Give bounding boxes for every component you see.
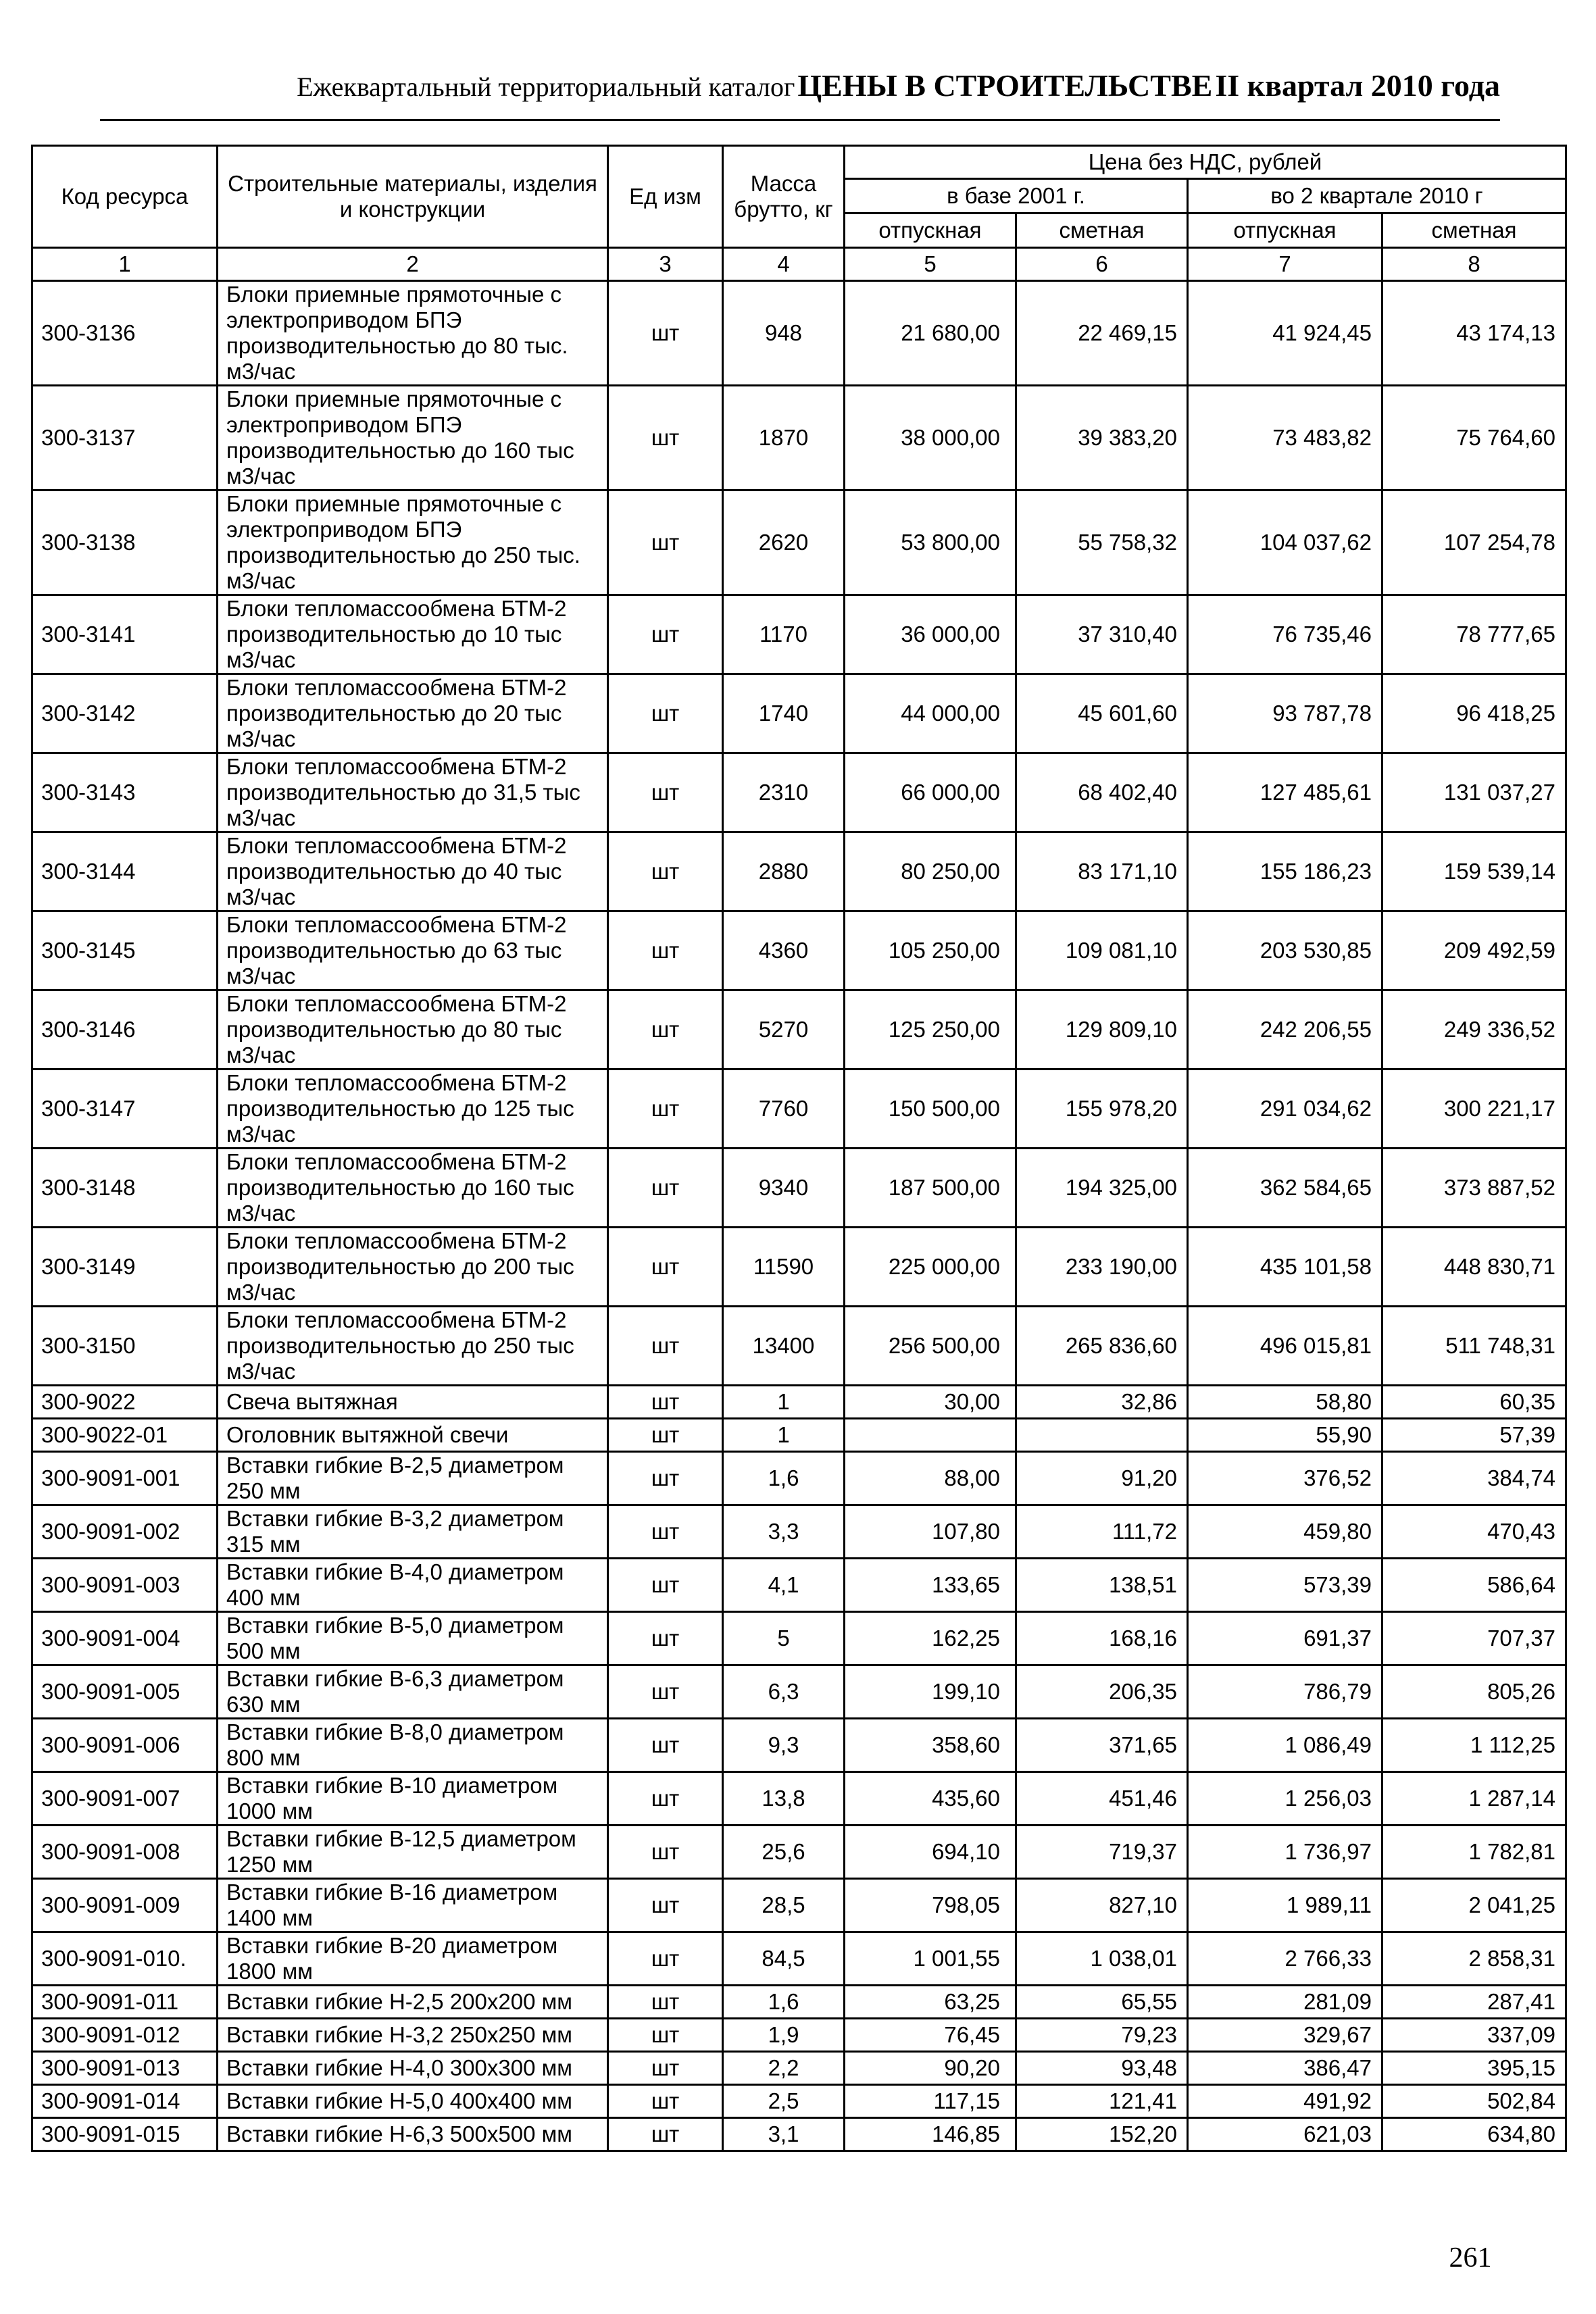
cell-mass: 6,3 bbox=[723, 1665, 845, 1719]
cell-base-release-price: 44 000,00 bbox=[845, 674, 1016, 753]
cell-unit: шт bbox=[608, 1612, 723, 1665]
cell-q2-estimate-price: 2 858,31 bbox=[1382, 1932, 1566, 1986]
cell-base-estimate-price bbox=[1016, 1419, 1188, 1452]
cell-mass: 1 bbox=[723, 1386, 845, 1419]
cell-q2-release-price: 459,80 bbox=[1188, 1505, 1382, 1559]
cell-q2-estimate-price: 470,43 bbox=[1382, 1505, 1566, 1559]
cell-unit: шт bbox=[608, 1879, 723, 1932]
cell-code: 300-9091-011 bbox=[32, 1986, 218, 2019]
cell-base-estimate-price: 129 809,10 bbox=[1016, 990, 1188, 1070]
header-q2-release: отпускная bbox=[1188, 213, 1382, 248]
cell-base-estimate-price: 32,86 bbox=[1016, 1386, 1188, 1419]
table-row bbox=[32, 1070, 1566, 1149]
cell-name: Блоки тепломассообмена БТМ-2 производительностью до 200 тыс м3/час bbox=[218, 1228, 608, 1307]
cell-name: Блоки тепломассообмена БТМ-2 производительностью до 80 тыс м3/час bbox=[218, 990, 608, 1070]
cell-unit: шт bbox=[608, 491, 723, 595]
cell-q2-release-price: 93 787,78 bbox=[1188, 674, 1382, 753]
cell-unit: шт bbox=[608, 1505, 723, 1559]
cell-q2-release-price: 41 924,45 bbox=[1188, 281, 1382, 386]
cell-unit: шт bbox=[608, 753, 723, 832]
cell-q2-release-price: 1 736,97 bbox=[1188, 1826, 1382, 1879]
cell-mass: 5270 bbox=[723, 990, 845, 1070]
cell-base-estimate-price: 155 978,20 bbox=[1016, 1070, 1188, 1149]
table-row bbox=[32, 990, 1566, 1070]
cell-q2-release-price: 691,37 bbox=[1188, 1612, 1382, 1665]
cell-base-release-price: 187 500,00 bbox=[845, 1149, 1016, 1228]
cell-q2-release-price: 1 086,49 bbox=[1188, 1719, 1382, 1772]
catalog-prefix: Ежеквартальный территориальный каталог bbox=[297, 72, 795, 102]
header-price-group: Цена без НДС, рублей bbox=[845, 146, 1566, 179]
cell-base-estimate-price: 194 325,00 bbox=[1016, 1149, 1188, 1228]
table-row bbox=[32, 1772, 1566, 1826]
page-number: 261 bbox=[1449, 2242, 1492, 2273]
cell-unit: шт bbox=[608, 1149, 723, 1228]
table-row bbox=[32, 1559, 1566, 1612]
table-row bbox=[32, 1386, 1566, 1419]
cell-name: Вставки гибкие В-20 диаметром 1800 мм bbox=[218, 1932, 608, 1986]
cell-name: Блоки тепломассообмена БТМ-2 производительностью до 250 тыс м3/час bbox=[218, 1307, 608, 1386]
table-row bbox=[32, 1719, 1566, 1772]
cell-name: Блоки тепломассообмена БТМ-2 производительностью до 40 тыс м3/час bbox=[218, 832, 608, 911]
cell-mass: 9340 bbox=[723, 1149, 845, 1228]
cell-q2-release-price: 1 989,11 bbox=[1188, 1879, 1382, 1932]
cell-mass: 5 bbox=[723, 1612, 845, 1665]
cell-q2-release-price: 362 584,65 bbox=[1188, 1149, 1382, 1228]
cell-q2-estimate-price: 634,80 bbox=[1382, 2118, 1566, 2151]
cell-base-release-price: 66 000,00 bbox=[845, 753, 1016, 832]
cell-unit: шт bbox=[608, 1307, 723, 1386]
table-row bbox=[32, 595, 1566, 674]
cell-code: 300-9091-001 bbox=[32, 1452, 218, 1505]
cell-mass: 28,5 bbox=[723, 1879, 845, 1932]
cell-base-release-price: 225 000,00 bbox=[845, 1228, 1016, 1307]
cell-code: 300-9091-009 bbox=[32, 1879, 218, 1932]
cell-q2-estimate-price: 805,26 bbox=[1382, 1665, 1566, 1719]
column-number: 7 bbox=[1188, 248, 1382, 281]
cell-unit: шт bbox=[608, 281, 723, 386]
cell-q2-estimate-price: 448 830,71 bbox=[1382, 1228, 1566, 1307]
cell-unit: шт bbox=[608, 595, 723, 674]
header-base-release: отпускная bbox=[845, 213, 1016, 248]
table-row bbox=[32, 1505, 1566, 1559]
cell-unit: шт bbox=[608, 1772, 723, 1826]
cell-code: 300-9022-01 bbox=[32, 1419, 218, 1452]
cell-base-release-price: 30,00 bbox=[845, 1386, 1016, 1419]
table-row bbox=[32, 1307, 1566, 1386]
cell-q2-release-price: 291 034,62 bbox=[1188, 1070, 1382, 1149]
cell-code: 300-3136 bbox=[32, 281, 218, 386]
cell-mass: 3,3 bbox=[723, 1505, 845, 1559]
cell-unit: шт bbox=[608, 2118, 723, 2151]
cell-base-release-price bbox=[845, 1419, 1016, 1452]
cell-name: Блоки приемные прямоточные с электроприводом БПЭ производительностью до 80 тыс. м3/час bbox=[218, 281, 608, 386]
cell-q2-estimate-price: 131 037,27 bbox=[1382, 753, 1566, 832]
cell-q2-estimate-price: 249 336,52 bbox=[1382, 990, 1566, 1070]
column-number: 3 bbox=[608, 248, 723, 281]
cell-name: Вставки гибкие В-6,3 диаметром 630 мм bbox=[218, 1665, 608, 1719]
table-row bbox=[32, 911, 1566, 990]
column-number: 4 bbox=[723, 248, 845, 281]
cell-base-release-price: 162,25 bbox=[845, 1612, 1016, 1665]
cell-q2-release-price: 386,47 bbox=[1188, 2052, 1382, 2085]
cell-q2-release-price: 376,52 bbox=[1188, 1452, 1382, 1505]
table-row bbox=[32, 674, 1566, 753]
cell-base-release-price: 133,65 bbox=[845, 1559, 1016, 1612]
cell-q2-estimate-price: 707,37 bbox=[1382, 1612, 1566, 1665]
cell-unit: шт bbox=[608, 1559, 723, 1612]
cell-base-release-price: 694,10 bbox=[845, 1826, 1016, 1879]
cell-base-release-price: 1 001,55 bbox=[845, 1932, 1016, 1986]
cell-base-release-price: 88,00 bbox=[845, 1452, 1016, 1505]
cell-q2-release-price: 491,92 bbox=[1188, 2085, 1382, 2118]
cell-base-estimate-price: 371,65 bbox=[1016, 1719, 1188, 1772]
cell-base-estimate-price: 83 171,10 bbox=[1016, 832, 1188, 911]
cell-name: Оголовник вытяжной свечи bbox=[218, 1419, 608, 1452]
cell-base-release-price: 90,20 bbox=[845, 2052, 1016, 2085]
cell-q2-release-price: 1 256,03 bbox=[1188, 1772, 1382, 1826]
cell-unit: шт bbox=[608, 1719, 723, 1772]
table-row bbox=[32, 2019, 1566, 2052]
cell-name: Вставки гибкие Н-4,0 300х300 мм bbox=[218, 2052, 608, 2085]
cell-code: 300-3145 bbox=[32, 911, 218, 990]
table-body bbox=[32, 281, 1566, 2151]
table-row bbox=[32, 1149, 1566, 1228]
cell-code: 300-9091-005 bbox=[32, 1665, 218, 1719]
table-row bbox=[32, 753, 1566, 832]
cell-base-estimate-price: 719,37 bbox=[1016, 1826, 1188, 1879]
cell-name: Вставки гибкие В-8,0 диаметром 800 мм bbox=[218, 1719, 608, 1772]
cell-base-estimate-price: 138,51 bbox=[1016, 1559, 1188, 1612]
cell-code: 300-9091-014 bbox=[32, 2085, 218, 2118]
cell-base-estimate-price: 68 402,40 bbox=[1016, 753, 1188, 832]
table-row bbox=[32, 1932, 1566, 1986]
cell-mass: 84,5 bbox=[723, 1932, 845, 1986]
cell-name: Блоки тепломассообмена БТМ-2 производительностью до 20 тыс м3/час bbox=[218, 674, 608, 753]
cell-mass: 13,8 bbox=[723, 1772, 845, 1826]
table-row bbox=[32, 1612, 1566, 1665]
cell-code: 300-3148 bbox=[32, 1149, 218, 1228]
cell-q2-release-price: 621,03 bbox=[1188, 2118, 1382, 2151]
cell-mass: 7760 bbox=[723, 1070, 845, 1149]
cell-q2-estimate-price: 373 887,52 bbox=[1382, 1149, 1566, 1228]
cell-q2-estimate-price: 209 492,59 bbox=[1382, 911, 1566, 990]
cell-name: Блоки тепломассообмена БТМ-2 производительностью до 10 тыс м3/час bbox=[218, 595, 608, 674]
table-row bbox=[32, 1452, 1566, 1505]
cell-unit: шт bbox=[608, 386, 723, 491]
catalog-title: ЦЕНЫ В СТРОИТЕЛЬСТВЕ bbox=[797, 68, 1213, 103]
cell-q2-estimate-price: 57,39 bbox=[1382, 1419, 1566, 1452]
cell-unit: шт bbox=[608, 2019, 723, 2052]
cell-q2-estimate-price: 1 112,25 bbox=[1382, 1719, 1566, 1772]
table-row bbox=[32, 1419, 1566, 1452]
table-row bbox=[32, 1986, 1566, 2019]
cell-q2-estimate-price: 1 782,81 bbox=[1382, 1826, 1566, 1879]
cell-code: 300-3150 bbox=[32, 1307, 218, 1386]
cell-name: Вставки гибкие Н-5,0 400х400 мм bbox=[218, 2085, 608, 2118]
cell-name: Свеча вытяжная bbox=[218, 1386, 608, 1419]
cell-mass: 2,2 bbox=[723, 2052, 845, 2085]
cell-code: 300-9091-013 bbox=[32, 2052, 218, 2085]
cell-base-estimate-price: 265 836,60 bbox=[1016, 1307, 1188, 1386]
cell-mass: 2880 bbox=[723, 832, 845, 911]
cell-q2-release-price: 76 735,46 bbox=[1188, 595, 1382, 674]
cell-q2-estimate-price: 75 764,60 bbox=[1382, 386, 1566, 491]
table-row bbox=[32, 2085, 1566, 2118]
cell-q2-release-price: 281,09 bbox=[1188, 1986, 1382, 2019]
cell-base-release-price: 125 250,00 bbox=[845, 990, 1016, 1070]
cell-name: Блоки тепломассообмена БТМ-2 производительностью до 160 тыс м3/час bbox=[218, 1149, 608, 1228]
cell-mass: 1170 bbox=[723, 595, 845, 674]
table-row bbox=[32, 2052, 1566, 2085]
cell-code: 300-3141 bbox=[32, 595, 218, 674]
catalog-period: II квартал 2010 года bbox=[1215, 68, 1500, 103]
cell-q2-release-price: 242 206,55 bbox=[1188, 990, 1382, 1070]
cell-unit: шт bbox=[608, 1452, 723, 1505]
cell-unit: шт bbox=[608, 1386, 723, 1419]
table-row bbox=[32, 1228, 1566, 1307]
cell-mass: 2,5 bbox=[723, 2085, 845, 2118]
cell-code: 300-3142 bbox=[32, 674, 218, 753]
cell-base-estimate-price: 827,10 bbox=[1016, 1879, 1188, 1932]
cell-mass: 13400 bbox=[723, 1307, 845, 1386]
cell-base-release-price: 21 680,00 bbox=[845, 281, 1016, 386]
cell-code: 300-3138 bbox=[32, 491, 218, 595]
cell-base-estimate-price: 206,35 bbox=[1016, 1665, 1188, 1719]
column-number: 5 bbox=[845, 248, 1016, 281]
cell-q2-release-price: 435 101,58 bbox=[1188, 1228, 1382, 1307]
cell-base-release-price: 107,80 bbox=[845, 1505, 1016, 1559]
cell-unit: шт bbox=[608, 674, 723, 753]
cell-name: Блоки тепломассообмена БТМ-2 производительностью до 63 тыс м3/час bbox=[218, 911, 608, 990]
cell-base-release-price: 358,60 bbox=[845, 1719, 1016, 1772]
page-header bbox=[100, 68, 1500, 121]
cell-code: 300-9091-003 bbox=[32, 1559, 218, 1612]
cell-q2-estimate-price: 502,84 bbox=[1382, 2085, 1566, 2118]
cell-name: Блоки приемные прямоточные с электроприводом БПЭ производительностью до 250 тыс. м3/час bbox=[218, 491, 608, 595]
cell-q2-estimate-price: 2 041,25 bbox=[1382, 1879, 1566, 1932]
cell-q2-release-price: 329,67 bbox=[1188, 2019, 1382, 2052]
cell-q2-release-price: 496 015,81 bbox=[1188, 1307, 1382, 1386]
cell-unit: шт bbox=[608, 1228, 723, 1307]
cell-base-estimate-price: 1 038,01 bbox=[1016, 1932, 1188, 1986]
table-row bbox=[32, 491, 1566, 595]
cell-q2-estimate-price: 78 777,65 bbox=[1382, 595, 1566, 674]
cell-base-release-price: 199,10 bbox=[845, 1665, 1016, 1719]
cell-name: Вставки гибкие В-10 диаметром 1000 мм bbox=[218, 1772, 608, 1826]
cell-unit: шт bbox=[608, 1665, 723, 1719]
cell-mass: 948 bbox=[723, 281, 845, 386]
cell-base-release-price: 38 000,00 bbox=[845, 386, 1016, 491]
cell-code: 300-9091-010. bbox=[32, 1932, 218, 1986]
cell-mass: 1,6 bbox=[723, 1986, 845, 2019]
cell-code: 300-9091-015 bbox=[32, 2118, 218, 2151]
cell-unit: шт bbox=[608, 1826, 723, 1879]
price-table bbox=[31, 145, 1567, 2152]
cell-base-estimate-price: 93,48 bbox=[1016, 2052, 1188, 2085]
cell-base-release-price: 105 250,00 bbox=[845, 911, 1016, 990]
table-row bbox=[32, 281, 1566, 386]
column-number: 8 bbox=[1382, 248, 1566, 281]
cell-unit: шт bbox=[608, 990, 723, 1070]
cell-mass: 3,1 bbox=[723, 2118, 845, 2151]
cell-unit: шт bbox=[608, 2052, 723, 2085]
header-q2-2010: во 2 квартале 2010 г bbox=[1188, 179, 1566, 213]
cell-q2-estimate-price: 300 221,17 bbox=[1382, 1070, 1566, 1149]
cell-name: Вставки гибкие В-3,2 диаметром 315 мм bbox=[218, 1505, 608, 1559]
table-row bbox=[32, 1826, 1566, 1879]
table-row bbox=[32, 2118, 1566, 2151]
cell-name: Вставки гибкие Н-6,3 500х500 мм bbox=[218, 2118, 608, 2151]
cell-base-release-price: 146,85 bbox=[845, 2118, 1016, 2151]
cell-q2-release-price: 203 530,85 bbox=[1188, 911, 1382, 990]
cell-name: Вставки гибкие В-5,0 диаметром 500 мм bbox=[218, 1612, 608, 1665]
cell-q2-estimate-price: 384,74 bbox=[1382, 1452, 1566, 1505]
cell-base-estimate-price: 233 190,00 bbox=[1016, 1228, 1188, 1307]
cell-base-estimate-price: 55 758,32 bbox=[1016, 491, 1188, 595]
cell-mass: 2620 bbox=[723, 491, 845, 595]
cell-code: 300-3144 bbox=[32, 832, 218, 911]
cell-name: Вставки гибкие В-4,0 диаметром 400 мм bbox=[218, 1559, 608, 1612]
cell-code: 300-9091-004 bbox=[32, 1612, 218, 1665]
cell-mass: 4360 bbox=[723, 911, 845, 990]
cell-name: Блоки приемные прямоточные с электроприводом БПЭ производительностью до 160 тыс м3/час bbox=[218, 386, 608, 491]
header-q2-estimate: сметная bbox=[1382, 213, 1566, 248]
cell-name: Блоки тепломассообмена БТМ-2 производительностью до 125 тыс м3/час bbox=[218, 1070, 608, 1149]
cell-base-estimate-price: 79,23 bbox=[1016, 2019, 1188, 2052]
cell-mass: 4,1 bbox=[723, 1559, 845, 1612]
cell-unit: шт bbox=[608, 1419, 723, 1452]
cell-base-estimate-price: 109 081,10 bbox=[1016, 911, 1188, 990]
cell-name: Вставки гибкие Н-2,5 200х200 мм bbox=[218, 1986, 608, 2019]
cell-name: Блоки тепломассообмена БТМ-2 производительностью до 31,5 тыс м3/час bbox=[218, 753, 608, 832]
cell-base-estimate-price: 168,16 bbox=[1016, 1612, 1188, 1665]
cell-base-estimate-price: 37 310,40 bbox=[1016, 595, 1188, 674]
cell-unit: шт bbox=[608, 1986, 723, 2019]
cell-base-estimate-price: 45 601,60 bbox=[1016, 674, 1188, 753]
cell-mass: 2310 bbox=[723, 753, 845, 832]
cell-name: Вставки гибкие В-12,5 диаметром 1250 мм bbox=[218, 1826, 608, 1879]
cell-unit: шт bbox=[608, 1932, 723, 1986]
cell-q2-release-price: 786,79 bbox=[1188, 1665, 1382, 1719]
cell-name: Вставки гибкие В-16 диаметром 1400 мм bbox=[218, 1879, 608, 1932]
cell-code: 300-3137 bbox=[32, 386, 218, 491]
header-unit: Ед изм bbox=[608, 146, 723, 248]
cell-mass: 9,3 bbox=[723, 1719, 845, 1772]
cell-q2-release-price: 573,39 bbox=[1188, 1559, 1382, 1612]
table-row bbox=[32, 1665, 1566, 1719]
cell-q2-release-price: 55,90 bbox=[1188, 1419, 1382, 1452]
cell-mass: 1,9 bbox=[723, 2019, 845, 2052]
cell-code: 300-9091-008 bbox=[32, 1826, 218, 1879]
cell-mass: 1740 bbox=[723, 674, 845, 753]
cell-code: 300-9091-007 bbox=[32, 1772, 218, 1826]
cell-code: 300-9091-012 bbox=[32, 2019, 218, 2052]
cell-base-estimate-price: 39 383,20 bbox=[1016, 386, 1188, 491]
cell-base-release-price: 117,15 bbox=[845, 2085, 1016, 2118]
cell-name: Вставки гибкие Н-3,2 250х250 мм bbox=[218, 2019, 608, 2052]
cell-q2-release-price: 127 485,61 bbox=[1188, 753, 1382, 832]
cell-base-release-price: 76,45 bbox=[845, 2019, 1016, 2052]
cell-q2-estimate-price: 511 748,31 bbox=[1382, 1307, 1566, 1386]
header-base-estimate: сметная bbox=[1016, 213, 1188, 248]
column-number: 2 bbox=[218, 248, 608, 281]
cell-base-estimate-price: 91,20 bbox=[1016, 1452, 1188, 1505]
cell-unit: шт bbox=[608, 911, 723, 990]
cell-base-release-price: 53 800,00 bbox=[845, 491, 1016, 595]
cell-mass: 1,6 bbox=[723, 1452, 845, 1505]
cell-base-estimate-price: 121,41 bbox=[1016, 2085, 1188, 2118]
cell-mass: 1 bbox=[723, 1419, 845, 1452]
cell-q2-estimate-price: 43 174,13 bbox=[1382, 281, 1566, 386]
cell-mass: 11590 bbox=[723, 1228, 845, 1307]
cell-base-estimate-price: 451,46 bbox=[1016, 1772, 1188, 1826]
cell-q2-estimate-price: 159 539,14 bbox=[1382, 832, 1566, 911]
cell-base-release-price: 36 000,00 bbox=[845, 595, 1016, 674]
header-code: Код ресурса bbox=[32, 146, 218, 248]
cell-code: 300-9091-002 bbox=[32, 1505, 218, 1559]
cell-base-estimate-price: 111,72 bbox=[1016, 1505, 1188, 1559]
cell-q2-release-price: 2 766,33 bbox=[1188, 1932, 1382, 1986]
cell-name: Вставки гибкие В-2,5 диаметром 250 мм bbox=[218, 1452, 608, 1505]
cell-unit: шт bbox=[608, 2085, 723, 2118]
cell-base-estimate-price: 22 469,15 bbox=[1016, 281, 1188, 386]
cell-q2-estimate-price: 337,09 bbox=[1382, 2019, 1566, 2052]
cell-mass: 1870 bbox=[723, 386, 845, 491]
cell-q2-release-price: 73 483,82 bbox=[1188, 386, 1382, 491]
header-name: Строительные материалы, изделия и конструкции bbox=[218, 146, 608, 248]
cell-base-release-price: 798,05 bbox=[845, 1879, 1016, 1932]
cell-code: 300-9091-006 bbox=[32, 1719, 218, 1772]
cell-base-release-price: 150 500,00 bbox=[845, 1070, 1016, 1149]
cell-q2-release-price: 58,80 bbox=[1188, 1386, 1382, 1419]
table-row bbox=[32, 386, 1566, 491]
header-base-2001: в базе 2001 г. bbox=[845, 179, 1188, 213]
cell-unit: шт bbox=[608, 1070, 723, 1149]
cell-code: 300-3146 bbox=[32, 990, 218, 1070]
column-number: 6 bbox=[1016, 248, 1188, 281]
header-mass: Масса брутто, кг bbox=[723, 146, 845, 248]
cell-code: 300-3147 bbox=[32, 1070, 218, 1149]
table-row bbox=[32, 1879, 1566, 1932]
cell-base-release-price: 80 250,00 bbox=[845, 832, 1016, 911]
cell-code: 300-3149 bbox=[32, 1228, 218, 1307]
cell-q2-estimate-price: 586,64 bbox=[1382, 1559, 1566, 1612]
cell-code: 300-3143 bbox=[32, 753, 218, 832]
cell-code: 300-9022 bbox=[32, 1386, 218, 1419]
cell-q2-release-price: 104 037,62 bbox=[1188, 491, 1382, 595]
cell-q2-estimate-price: 96 418,25 bbox=[1382, 674, 1566, 753]
cell-q2-estimate-price: 395,15 bbox=[1382, 2052, 1566, 2085]
cell-q2-estimate-price: 287,41 bbox=[1382, 1986, 1566, 2019]
cell-q2-estimate-price: 60,35 bbox=[1382, 1386, 1566, 1419]
cell-q2-release-price: 155 186,23 bbox=[1188, 832, 1382, 911]
column-number-row bbox=[32, 248, 1566, 281]
cell-q2-estimate-price: 1 287,14 bbox=[1382, 1772, 1566, 1826]
table-row bbox=[32, 832, 1566, 911]
cell-base-release-price: 435,60 bbox=[845, 1772, 1016, 1826]
cell-base-estimate-price: 152,20 bbox=[1016, 2118, 1188, 2151]
cell-base-estimate-price: 65,55 bbox=[1016, 1986, 1188, 2019]
cell-unit: шт bbox=[608, 832, 723, 911]
cell-q2-estimate-price: 107 254,78 bbox=[1382, 491, 1566, 595]
cell-base-release-price: 63,25 bbox=[845, 1986, 1016, 2019]
column-number: 1 bbox=[32, 248, 218, 281]
cell-base-release-price: 256 500,00 bbox=[845, 1307, 1016, 1386]
cell-mass: 25,6 bbox=[723, 1826, 845, 1879]
